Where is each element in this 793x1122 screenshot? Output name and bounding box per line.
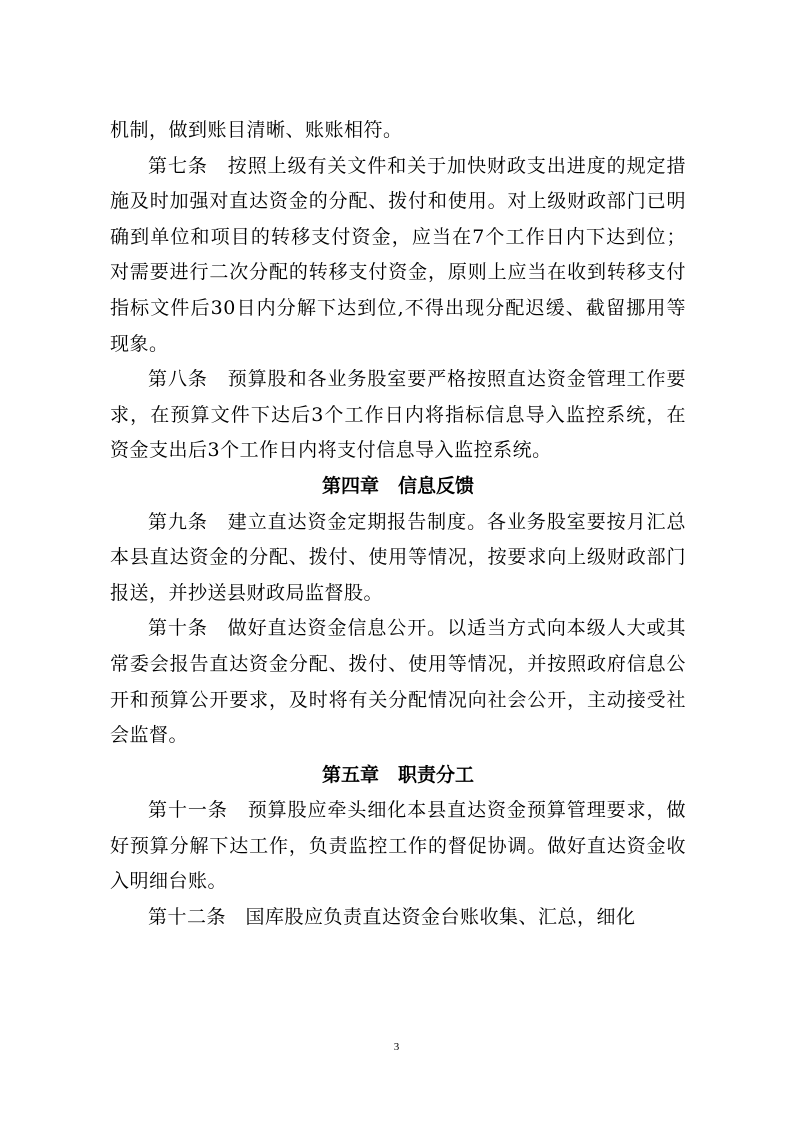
chapter-4-heading: 第四章 信息反馈 — [321, 474, 474, 497]
chapter-5-heading: 第五章 职责分工 — [321, 763, 474, 786]
article-11-paragraph: 第十一条 预算股应牵头细化本县直达资金预算管理要求，做好预算分解下达工作，负责监控工作的督促协调。做好直达资金收入明细台账。 — [110, 799, 686, 893]
page-number: 3 — [393, 1041, 400, 1053]
article-7-paragraph: 第七条 按照上级有关文件和关于加快财政支出进度的规定措施及时加强对直达资金的分配、拨付和使用。对上级财政部门已明确到单位和项目的转移支付资金，应当在7个工作日内下达到位；对需要进行二次分配的转移支付资金，原则上应当在收到转移支付指标文件后30日内分解下达到位,不得出现分配迟缓、截留挪用等现象。 — [110, 154, 686, 355]
article-10-paragraph: 第十条 做好直达资金信息公开。以适当方式向本级人大或其常委会报告直达资金分配、拨付、使用等情况，并按照政府信息公开和预算公开要求，及时将有关分配情况向社会公开，主动接受社会监督。 — [110, 617, 686, 747]
paragraph-continuation: 机制，做到账目清晰、账账相符。 — [110, 119, 403, 141]
article-12-paragraph: 第十二条 国库股应负责直达资金台账收集、汇总，细化 — [148, 906, 636, 929]
article-8-paragraph: 第八条 预算股和各业务股室要严格按照直达资金管理工作要求，在预算文件下达后3个工作日内将指标信息导入监控系统，在资金支出后3个工作日内将支付信息导入监控系统。 — [110, 368, 686, 462]
document-body — [110, 113, 686, 936]
article-9-paragraph: 第九条 建立直达资金定期报告制度。各业务股室要按月汇总本县直达资金的分配、拨付、使用等情况，按要求向上级财政部门报送，并抄送县财政局监督股。 — [110, 510, 686, 604]
